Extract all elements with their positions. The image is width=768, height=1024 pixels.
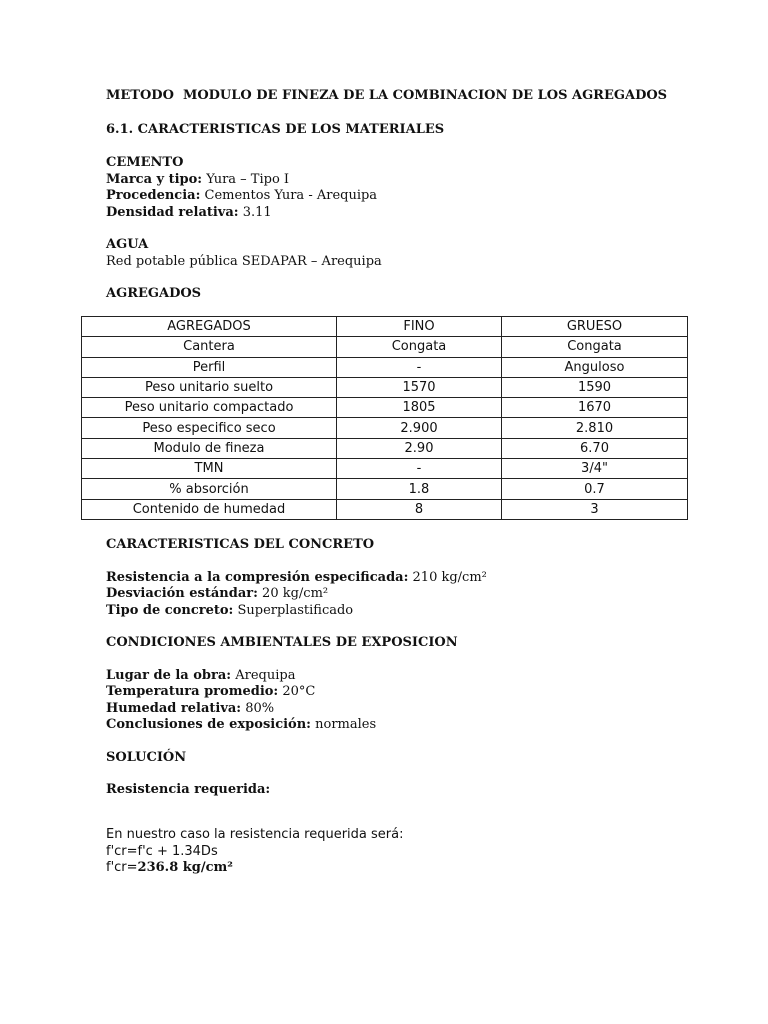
condiciones-heading: CONDICIONES AMBIENTALES DE EXPOSICION <box>106 635 458 650</box>
table-cell: Peso unitario compactado <box>82 398 337 418</box>
table-cell: 6.70 <box>502 438 688 458</box>
agua-heading: AGUA <box>106 237 149 252</box>
concreto-section <box>106 537 706 799</box>
concreto-desviacion: Desviación estándar: 20 kg/cm² <box>106 586 329 601</box>
table-cell: 3/4" <box>502 459 688 479</box>
solucion-line1: En nuestro caso la resistencia requerida será: <box>106 827 404 842</box>
solucion-formula <box>106 827 706 877</box>
table-row <box>82 337 688 357</box>
table-cell: Cantera <box>82 337 337 357</box>
table-cell: TMN <box>82 459 337 479</box>
table-cell: 8 <box>337 499 502 519</box>
table-cell: 1.8 <box>337 479 502 499</box>
cemento-marca: Marca y tipo: Yura – Tipo I <box>106 171 290 187</box>
document-header <box>106 88 706 303</box>
solucion-subheading: Resistencia requerida: <box>106 782 271 797</box>
agregados-table <box>81 316 688 520</box>
condiciones-humedad: Humedad relativa: 80% <box>106 700 275 716</box>
table-cell: 2.810 <box>502 418 688 438</box>
table-cell: 1590 <box>502 377 688 397</box>
concreto-tipo: Tipo de concreto: Superplastificado <box>106 602 354 618</box>
document-title: METODO MODULO DE FINEZA DE LA COMBINACION DE LOS AGREGADOS <box>106 88 668 103</box>
table-row <box>82 438 688 458</box>
table-row <box>82 357 688 377</box>
table-cell: Perfil <box>82 357 337 377</box>
solucion-line3: f'cr=236.8 kg/cm² <box>106 860 233 875</box>
solucion-heading: SOLUCIÓN <box>106 749 187 765</box>
table-cell: 1805 <box>337 398 502 418</box>
table-cell: 2.900 <box>337 418 502 438</box>
concreto-resistencia: Resistencia a la compresión especificada: 210 kg/cm² <box>106 569 487 585</box>
cemento-heading: CEMENTO <box>106 155 184 170</box>
table-cell: Modulo de fineza <box>82 438 337 458</box>
table-cell: - <box>337 357 502 377</box>
table-header-row <box>82 317 688 337</box>
table-cell: Anguloso <box>502 357 688 377</box>
table-row <box>82 398 688 418</box>
table-cell: AGREGADOS <box>82 317 337 337</box>
table-cell: 1570 <box>337 377 502 397</box>
table-row <box>82 418 688 438</box>
table-row <box>82 499 688 519</box>
table-cell: 0.7 <box>502 479 688 499</box>
table-cell: Peso unitario suelto <box>82 377 337 397</box>
table-cell: FINO <box>337 317 502 337</box>
cemento-procedencia: Procedencia: Cementos Yura - Arequipa <box>106 188 378 203</box>
table-cell: Congata <box>337 337 502 357</box>
condiciones-temperatura: Temperatura promedio: 20°C <box>106 684 316 699</box>
solucion-line2: f'cr=f'c + 1.34Ds <box>106 843 218 859</box>
condiciones-lugar: Lugar de la obra: Arequipa <box>106 667 296 683</box>
table-row <box>82 479 688 499</box>
table-row <box>82 377 688 397</box>
table-cell: - <box>337 459 502 479</box>
table-cell: Contenido de humedad <box>82 499 337 519</box>
table-cell: 2.90 <box>337 438 502 458</box>
concreto-heading: CARACTERISTICAS DEL CONCRETO <box>106 537 375 552</box>
table-cell: 3 <box>502 499 688 519</box>
table-cell: GRUESO <box>502 317 688 337</box>
agua-text: Red potable pública SEDAPAR – Arequipa <box>106 253 382 269</box>
table-row <box>82 459 688 479</box>
table-cell: Congata <box>502 337 688 357</box>
section-title: 6.1. CARACTERISTICAS DE LOS MATERIALES <box>106 121 445 137</box>
condiciones-conclusiones: Conclusiones de exposición: normales <box>106 717 377 732</box>
table-cell: 1670 <box>502 398 688 418</box>
agregados-heading: AGREGADOS <box>106 286 202 301</box>
table-cell: % absorción <box>82 479 337 499</box>
cemento-densidad: Densidad relativa: 3.11 <box>106 204 272 220</box>
table-cell: Peso especifico seco <box>82 418 337 438</box>
